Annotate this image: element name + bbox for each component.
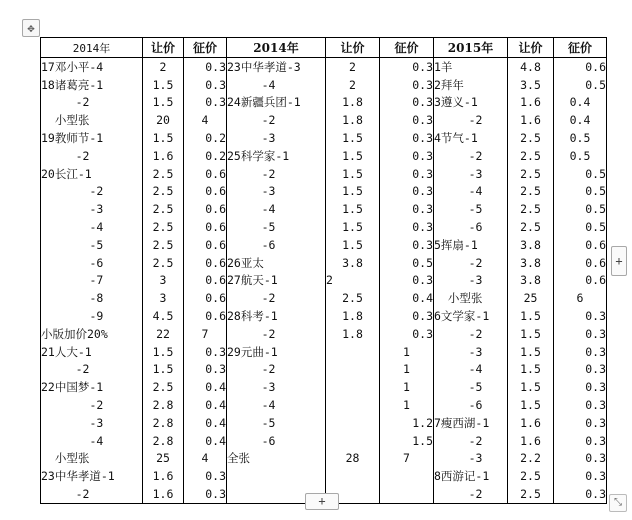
table-cell[interactable]: -6 [434,396,508,414]
table-cell[interactable]: 1.5 [143,129,184,147]
table-cell[interactable]: 0.6 [184,272,227,290]
table-cell[interactable]: 0.6 [184,236,227,254]
table-cell[interactable]: 0.6 [554,236,607,254]
table-cell[interactable]: 0.5 [554,218,607,236]
table-cell[interactable]: -3 [41,414,143,432]
table-cell[interactable]: -2 [41,183,143,201]
table-cell[interactable]: -7 [41,272,143,290]
table-cell[interactable]: 0.3 [554,467,607,485]
table-cell[interactable]: 23中华孝道-1 [41,467,143,485]
table-cell[interactable]: 1.8 [326,325,380,343]
table-cell[interactable]: 3.8 [508,236,554,254]
table-cell[interactable]: 2.5 [508,485,554,503]
table-cell[interactable]: 1.5 [508,325,554,343]
table-cell[interactable]: -3 [227,129,326,147]
table-cell[interactable]: 0.6 [184,200,227,218]
table-cell[interactable]: 2.5 [143,200,184,218]
table-cell[interactable]: -2 [434,432,508,450]
table-cell[interactable]: 4节气-1 [434,129,508,147]
table-cell[interactable]: -2 [41,361,143,379]
table-cell[interactable]: 0.3 [184,76,227,94]
table-cell[interactable]: 1.5 [508,343,554,361]
table-cell[interactable]: 0.3 [380,200,434,218]
table-cell[interactable] [380,467,434,485]
table-cell[interactable] [326,343,380,361]
table-cell[interactable]: 0.4 [554,111,607,129]
table-cell[interactable]: 1羊 [434,58,508,76]
table-cell[interactable]: -2 [227,361,326,379]
table-cell[interactable]: 3 [143,289,184,307]
table-cell[interactable]: 8西游记-1 [434,467,508,485]
table-cell[interactable]: 0.6 [184,218,227,236]
table-cell[interactable]: -4 [41,218,143,236]
table-cell[interactable]: 1.6 [508,94,554,112]
table-row [41,396,607,414]
table-cell[interactable]: 2.5 [508,200,554,218]
table-cell[interactable]: -6 [227,236,326,254]
table-cell[interactable]: 25 [143,450,184,468]
table-header-row [41,38,607,58]
table-body [41,58,607,504]
header-cell[interactable]: 2014年 [227,38,326,58]
table-cell[interactable]: 1 [380,378,434,396]
table-cell[interactable]: 2 [143,58,184,76]
table-cell[interactable]: 1.5 [326,218,380,236]
table-cell[interactable]: 3.8 [508,272,554,290]
table-cell[interactable]: 0.3 [380,147,434,165]
table-cell[interactable]: 0.3 [184,343,227,361]
table-cell[interactable]: 22中国梦-1 [41,378,143,396]
table-row [41,147,607,165]
table-row [41,129,607,147]
table-cell[interactable]: 0.6 [184,254,227,272]
table-cell[interactable]: 全张 [227,450,326,468]
table-cell[interactable]: 0.3 [380,218,434,236]
table-row [41,361,607,379]
table-cell[interactable]: 0.3 [554,307,607,325]
table-cell[interactable]: 0.3 [380,111,434,129]
table-cell[interactable]: 5挥扇-1 [434,236,508,254]
table-cell[interactable]: 1.6 [508,414,554,432]
table-cell[interactable]: 0.3 [184,361,227,379]
table-cell[interactable]: 4 [184,111,227,129]
table-cell[interactable]: 2.5 [143,236,184,254]
table-row [41,343,607,361]
header-cell[interactable]: 让价 [508,38,554,58]
table-cell[interactable]: 0.3 [380,58,434,76]
table-cell[interactable]: -5 [227,414,326,432]
table-cell[interactable]: 0.5 [554,76,607,94]
table-row [41,272,607,290]
table-cell[interactable]: 0.5 [554,129,607,147]
table-cell[interactable]: -2 [41,396,143,414]
table-cell[interactable]: 0.6 [554,254,607,272]
table-cell[interactable] [326,432,380,450]
table-cell[interactable]: 3.5 [508,76,554,94]
table-cell[interactable]: 2.5 [508,129,554,147]
table-cell[interactable]: 1 [380,396,434,414]
table-cell[interactable]: -2 [41,147,143,165]
header-cell[interactable]: 征价 [184,38,227,58]
table-cell[interactable]: -4 [227,200,326,218]
table-cell[interactable]: 6 [554,289,607,307]
table-cell[interactable]: 1.6 [143,467,184,485]
table-cell[interactable]: 17邓小平-4 [41,58,143,76]
table-cell[interactable]: -2 [434,147,508,165]
header-cell[interactable]: 让价 [326,38,380,58]
table-row [41,76,607,94]
table-cell[interactable]: 7 [380,450,434,468]
table-cell[interactable]: -2 [434,254,508,272]
table-cell[interactable]: 0.3 [554,450,607,468]
table-cell[interactable]: 21人大-1 [41,343,143,361]
table-cell[interactable]: 2.8 [143,414,184,432]
table-cell[interactable]: 3遵义-1 [434,94,508,112]
table-cell[interactable]: 0.3 [380,94,434,112]
table-cell[interactable]: 0.5 [380,254,434,272]
table-cell[interactable]: 0.3 [184,485,227,503]
table-cell[interactable]: 1.5 [143,361,184,379]
table-cell[interactable]: 2.5 [508,183,554,201]
table-cell[interactable]: 18诸葛亮-1 [41,76,143,94]
table-cell[interactable] [326,414,380,432]
table-cell[interactable] [326,378,380,396]
table-row [41,236,607,254]
table-cell[interactable]: 0.3 [554,396,607,414]
table-cell[interactable]: 0.4 [554,94,607,112]
table-cell[interactable]: -2 [227,325,326,343]
table-cell[interactable]: 1.8 [326,111,380,129]
table-cell[interactable]: 28 [326,450,380,468]
table-cell[interactable]: 0.4 [184,396,227,414]
table-cell[interactable]: -2 [41,94,143,112]
table-cell[interactable]: -5 [41,236,143,254]
table-cell[interactable]: 1.5 [380,432,434,450]
table-cell[interactable]: 25 [508,289,554,307]
table-cell[interactable]: 1.5 [326,147,380,165]
table-cell[interactable]: 0.5 [554,147,607,165]
table-cell[interactable]: 0.3 [380,129,434,147]
table-cell[interactable] [326,361,380,379]
table-cell[interactable] [227,467,326,485]
table-cell[interactable]: 小型张 [41,111,143,129]
table-cell[interactable]: 20长江-1 [41,165,143,183]
table-cell[interactable]: 1.5 [326,183,380,201]
table-cell[interactable]: -6 [434,218,508,236]
table-cell[interactable]: 2.8 [143,396,184,414]
table-row [41,111,607,129]
table-cell[interactable]: 0.2 [184,147,227,165]
table-cell[interactable]: 0.3 [554,414,607,432]
table-cell[interactable]: 1.6 [508,432,554,450]
table-cell[interactable]: 27航天-1 [227,272,326,290]
table-row [41,254,607,272]
table-row [41,325,607,343]
table-cell[interactable]: -5 [434,200,508,218]
table-cell[interactable]: 0.3 [380,236,434,254]
table-cell[interactable]: 1.5 [326,200,380,218]
table-cell[interactable]: 2 [326,76,380,94]
table-cell[interactable]: -9 [41,307,143,325]
table-cell[interactable]: 0.3 [380,307,434,325]
table-cell[interactable]: -6 [227,432,326,450]
add-column-button[interactable]: + [611,246,627,276]
table-cell[interactable]: 29元曲-1 [227,343,326,361]
table-cell[interactable]: 22 [143,325,184,343]
table-cell[interactable]: 0.6 [184,289,227,307]
table-row [41,289,607,307]
table-cell[interactable]: 0.6 [554,272,607,290]
table-cell[interactable]: 小型张 [41,450,143,468]
table-cell[interactable]: 7瘦西湖-1 [434,414,508,432]
table-cell[interactable]: 1.6 [143,147,184,165]
table-cell[interactable]: 0.4 [184,432,227,450]
table-cell[interactable]: -8 [41,289,143,307]
table-cell[interactable]: 0.3 [554,343,607,361]
table-cell[interactable]: 0.4 [184,414,227,432]
table-cell[interactable]: 0.6 [184,165,227,183]
table-row [41,94,607,112]
table-cell[interactable]: 2.5 [143,183,184,201]
table-cell[interactable]: 25科学家-1 [227,147,326,165]
table-cell[interactable]: 0.4 [184,378,227,396]
table-cell[interactable]: -3 [434,343,508,361]
table-cell[interactable]: -2 [227,165,326,183]
table-cell[interactable]: 1.5 [143,76,184,94]
table-cell[interactable]: -4 [41,432,143,450]
table-cell[interactable]: 28科考-1 [227,307,326,325]
table-cell[interactable]: -3 [434,165,508,183]
table-cell[interactable]: 1.6 [143,485,184,503]
table-cell[interactable]: -4 [227,396,326,414]
table-cell[interactable]: -2 [434,325,508,343]
table-cell[interactable]: 0.3 [380,183,434,201]
table-cell[interactable]: 0.6 [554,58,607,76]
table-cell[interactable]: 2.2 [508,450,554,468]
table-cell[interactable]: 0.5 [554,165,607,183]
table-cell[interactable]: 4.8 [508,58,554,76]
table-cell[interactable]: 20 [143,111,184,129]
table-cell[interactable]: 小型张 [434,289,508,307]
table-cell[interactable]: -2 [41,485,143,503]
table-cell[interactable]: 7 [184,325,227,343]
table-cell[interactable]: 1 [380,361,434,379]
table-cell[interactable]: 1.8 [326,307,380,325]
table-cell[interactable]: 1.5 [143,94,184,112]
table-cell[interactable]: 0.3 [554,378,607,396]
table-cell[interactable]: 2.5 [143,254,184,272]
table-cell[interactable] [380,485,434,503]
table-cell[interactable]: 6文学家-1 [434,307,508,325]
table-cell[interactable]: -3 [227,378,326,396]
table-row [41,467,607,485]
table-row [41,58,607,76]
table-row [41,414,607,432]
table-cell[interactable]: 2 [326,272,380,290]
table-cell[interactable]: 0.3 [184,467,227,485]
table-cell[interactable]: 26亚太 [227,254,326,272]
table-cell[interactable]: 24新疆兵团-1 [227,94,326,112]
table-cell[interactable]: 2.5 [508,147,554,165]
table-cell[interactable]: 3.8 [508,254,554,272]
table-cell[interactable]: 小版加价20% [41,325,143,343]
table-row [41,200,607,218]
table-cell[interactable]: 0.3 [554,485,607,503]
table-row [41,218,607,236]
table-cell[interactable]: 19教师节-1 [41,129,143,147]
table-cell[interactable]: -2 [227,289,326,307]
stamp-price-table [40,37,607,504]
table-row [41,450,607,468]
table-cell[interactable]: 1 [380,343,434,361]
table-cell[interactable]: -3 [434,450,508,468]
table-cell[interactable]: 0.3 [380,272,434,290]
table-cell[interactable]: 0.5 [554,183,607,201]
table-cell[interactable]: 2拜年 [434,76,508,94]
table-cell[interactable]: 1.5 [326,129,380,147]
table-cell[interactable]: 0.5 [554,200,607,218]
table-cell[interactable]: 3.8 [326,254,380,272]
table-cell[interactable]: 0.2 [184,129,227,147]
table-cell[interactable]: -3 [227,183,326,201]
table-cell[interactable]: -2 [227,111,326,129]
table-cell[interactable]: 1.8 [326,94,380,112]
table-cell[interactable]: -4 [227,76,326,94]
table-row [41,378,607,396]
header-cell[interactable]: 2015年 [434,38,508,58]
table-cell[interactable]: 0.4 [380,289,434,307]
table-cell[interactable]: -3 [41,200,143,218]
table-cell[interactable]: 0.3 [554,432,607,450]
table-cell[interactable] [326,467,380,485]
table-cell[interactable]: 2.5 [326,289,380,307]
table-cell[interactable]: 4.5 [143,307,184,325]
table-cell[interactable]: 0.6 [184,183,227,201]
table-cell[interactable]: 2.5 [143,165,184,183]
table-cell[interactable]: 0.3 [184,58,227,76]
table-row [41,307,607,325]
table-cell[interactable]: 2.5 [508,165,554,183]
table-cell[interactable]: 2.5 [508,467,554,485]
table-cell[interactable]: -2 [434,111,508,129]
table-cell[interactable]: 0.3 [554,361,607,379]
table-cell[interactable]: 0.3 [380,325,434,343]
table-cell[interactable]: 2.5 [143,378,184,396]
table-cell[interactable]: 1.5 [326,165,380,183]
table-cell[interactable]: 1.5 [326,236,380,254]
table-cell[interactable]: -5 [434,378,508,396]
table-cell[interactable]: 0.3 [184,94,227,112]
table-cell[interactable]: 1.6 [508,111,554,129]
table-cell[interactable]: 0.3 [380,165,434,183]
table-cell[interactable]: -2 [434,485,508,503]
table-cell[interactable]: -4 [434,183,508,201]
table-cell[interactable]: 2.5 [143,218,184,236]
table-row [41,183,607,201]
table-cell[interactable]: 23中华孝道-3 [227,58,326,76]
table-row [41,432,607,450]
header-cell[interactable]: 2014年 [41,38,143,58]
table-cell[interactable]: 1.5 [508,396,554,414]
table-cell[interactable]: 0.6 [184,307,227,325]
table-cell[interactable]: 0.3 [380,76,434,94]
table-row [41,165,607,183]
header-cell[interactable]: 征价 [380,38,434,58]
add-row-button[interactable]: + [305,493,339,510]
table-cell[interactable]: 1.5 [508,361,554,379]
table-cell[interactable]: -6 [41,254,143,272]
table-resize-handle-icon[interactable]: ⤡ [609,494,627,512]
header-cell[interactable]: 让价 [143,38,184,58]
table-cell[interactable]: 1.5 [508,378,554,396]
table-cell[interactable]: 0.3 [554,325,607,343]
table-cell[interactable]: -4 [434,361,508,379]
table-cell[interactable]: 2.8 [143,432,184,450]
header-cell[interactable]: 征价 [554,38,607,58]
table-cell[interactable]: 1.5 [143,343,184,361]
table-cell[interactable]: -5 [227,218,326,236]
table-cell[interactable]: 2 [326,58,380,76]
table-cell[interactable]: 1.5 [508,307,554,325]
table-cell[interactable]: 3 [143,272,184,290]
table-cell[interactable] [326,396,380,414]
table-cell[interactable]: 4 [184,450,227,468]
table-cell[interactable]: -3 [434,272,508,290]
table-move-handle-icon[interactable]: ✥ [22,19,40,37]
table-cell[interactable]: 2.5 [508,218,554,236]
table-cell[interactable]: 1.2 [380,414,434,432]
